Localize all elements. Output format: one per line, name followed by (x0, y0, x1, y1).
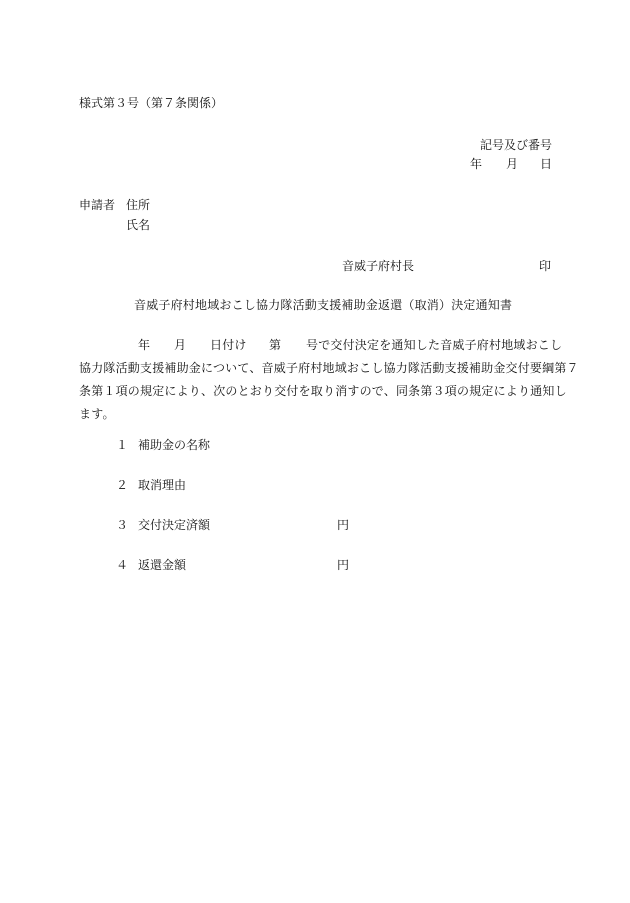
date-day: 日 (540, 157, 553, 171)
reference-number: 記号及び番号 (480, 138, 553, 152)
date-month: 月 (506, 157, 519, 171)
notice-body (79, 334, 579, 426)
issuer-name: 音威子府村長 (342, 259, 415, 273)
form-label: 様式第３号（第７条関係） (79, 96, 224, 110)
body-day: 日付け (210, 338, 247, 352)
item-unit: 円 (337, 558, 350, 572)
body-line-1-rest: 号で交付決定を通知した音威子府村地域おこし (306, 338, 563, 352)
body-number-prefix: 第 (269, 338, 282, 352)
item-label: 取消理由 (138, 478, 187, 492)
item-number: ４ (116, 558, 129, 572)
body-line-4: ます。 (79, 407, 115, 421)
item-number: ２ (116, 478, 129, 492)
item-label: 返還金額 (138, 558, 187, 572)
name-label: 氏名 (126, 218, 151, 232)
body-line-3: 条第１項の規定により、次のとおり交付を取り消すので、同条第３項の規定により通知し (79, 384, 567, 398)
seal-mark: 印 (539, 259, 552, 273)
address-label: 住所 (126, 198, 151, 212)
item-number: １ (116, 438, 129, 452)
body-month: 月 (174, 338, 187, 352)
body-line-1 (79, 334, 563, 357)
document-title: 音威子府村地域おこし協力隊活動支援補助金返還（取消）決定通知書 (134, 298, 513, 312)
item-unit: 円 (337, 518, 350, 532)
body-line-2: 協力隊活動支援補助金について、音威子府村地域おこし協力隊活動支援補助金交付要綱第７ (79, 361, 579, 375)
item-label: 交付決定済額 (138, 518, 211, 532)
body-year: 年 (138, 338, 151, 352)
item-number: ３ (116, 518, 129, 532)
date-year: 年 (470, 157, 483, 171)
applicant-label: 申請者 (79, 198, 116, 212)
item-label: 補助金の名称 (138, 438, 211, 452)
